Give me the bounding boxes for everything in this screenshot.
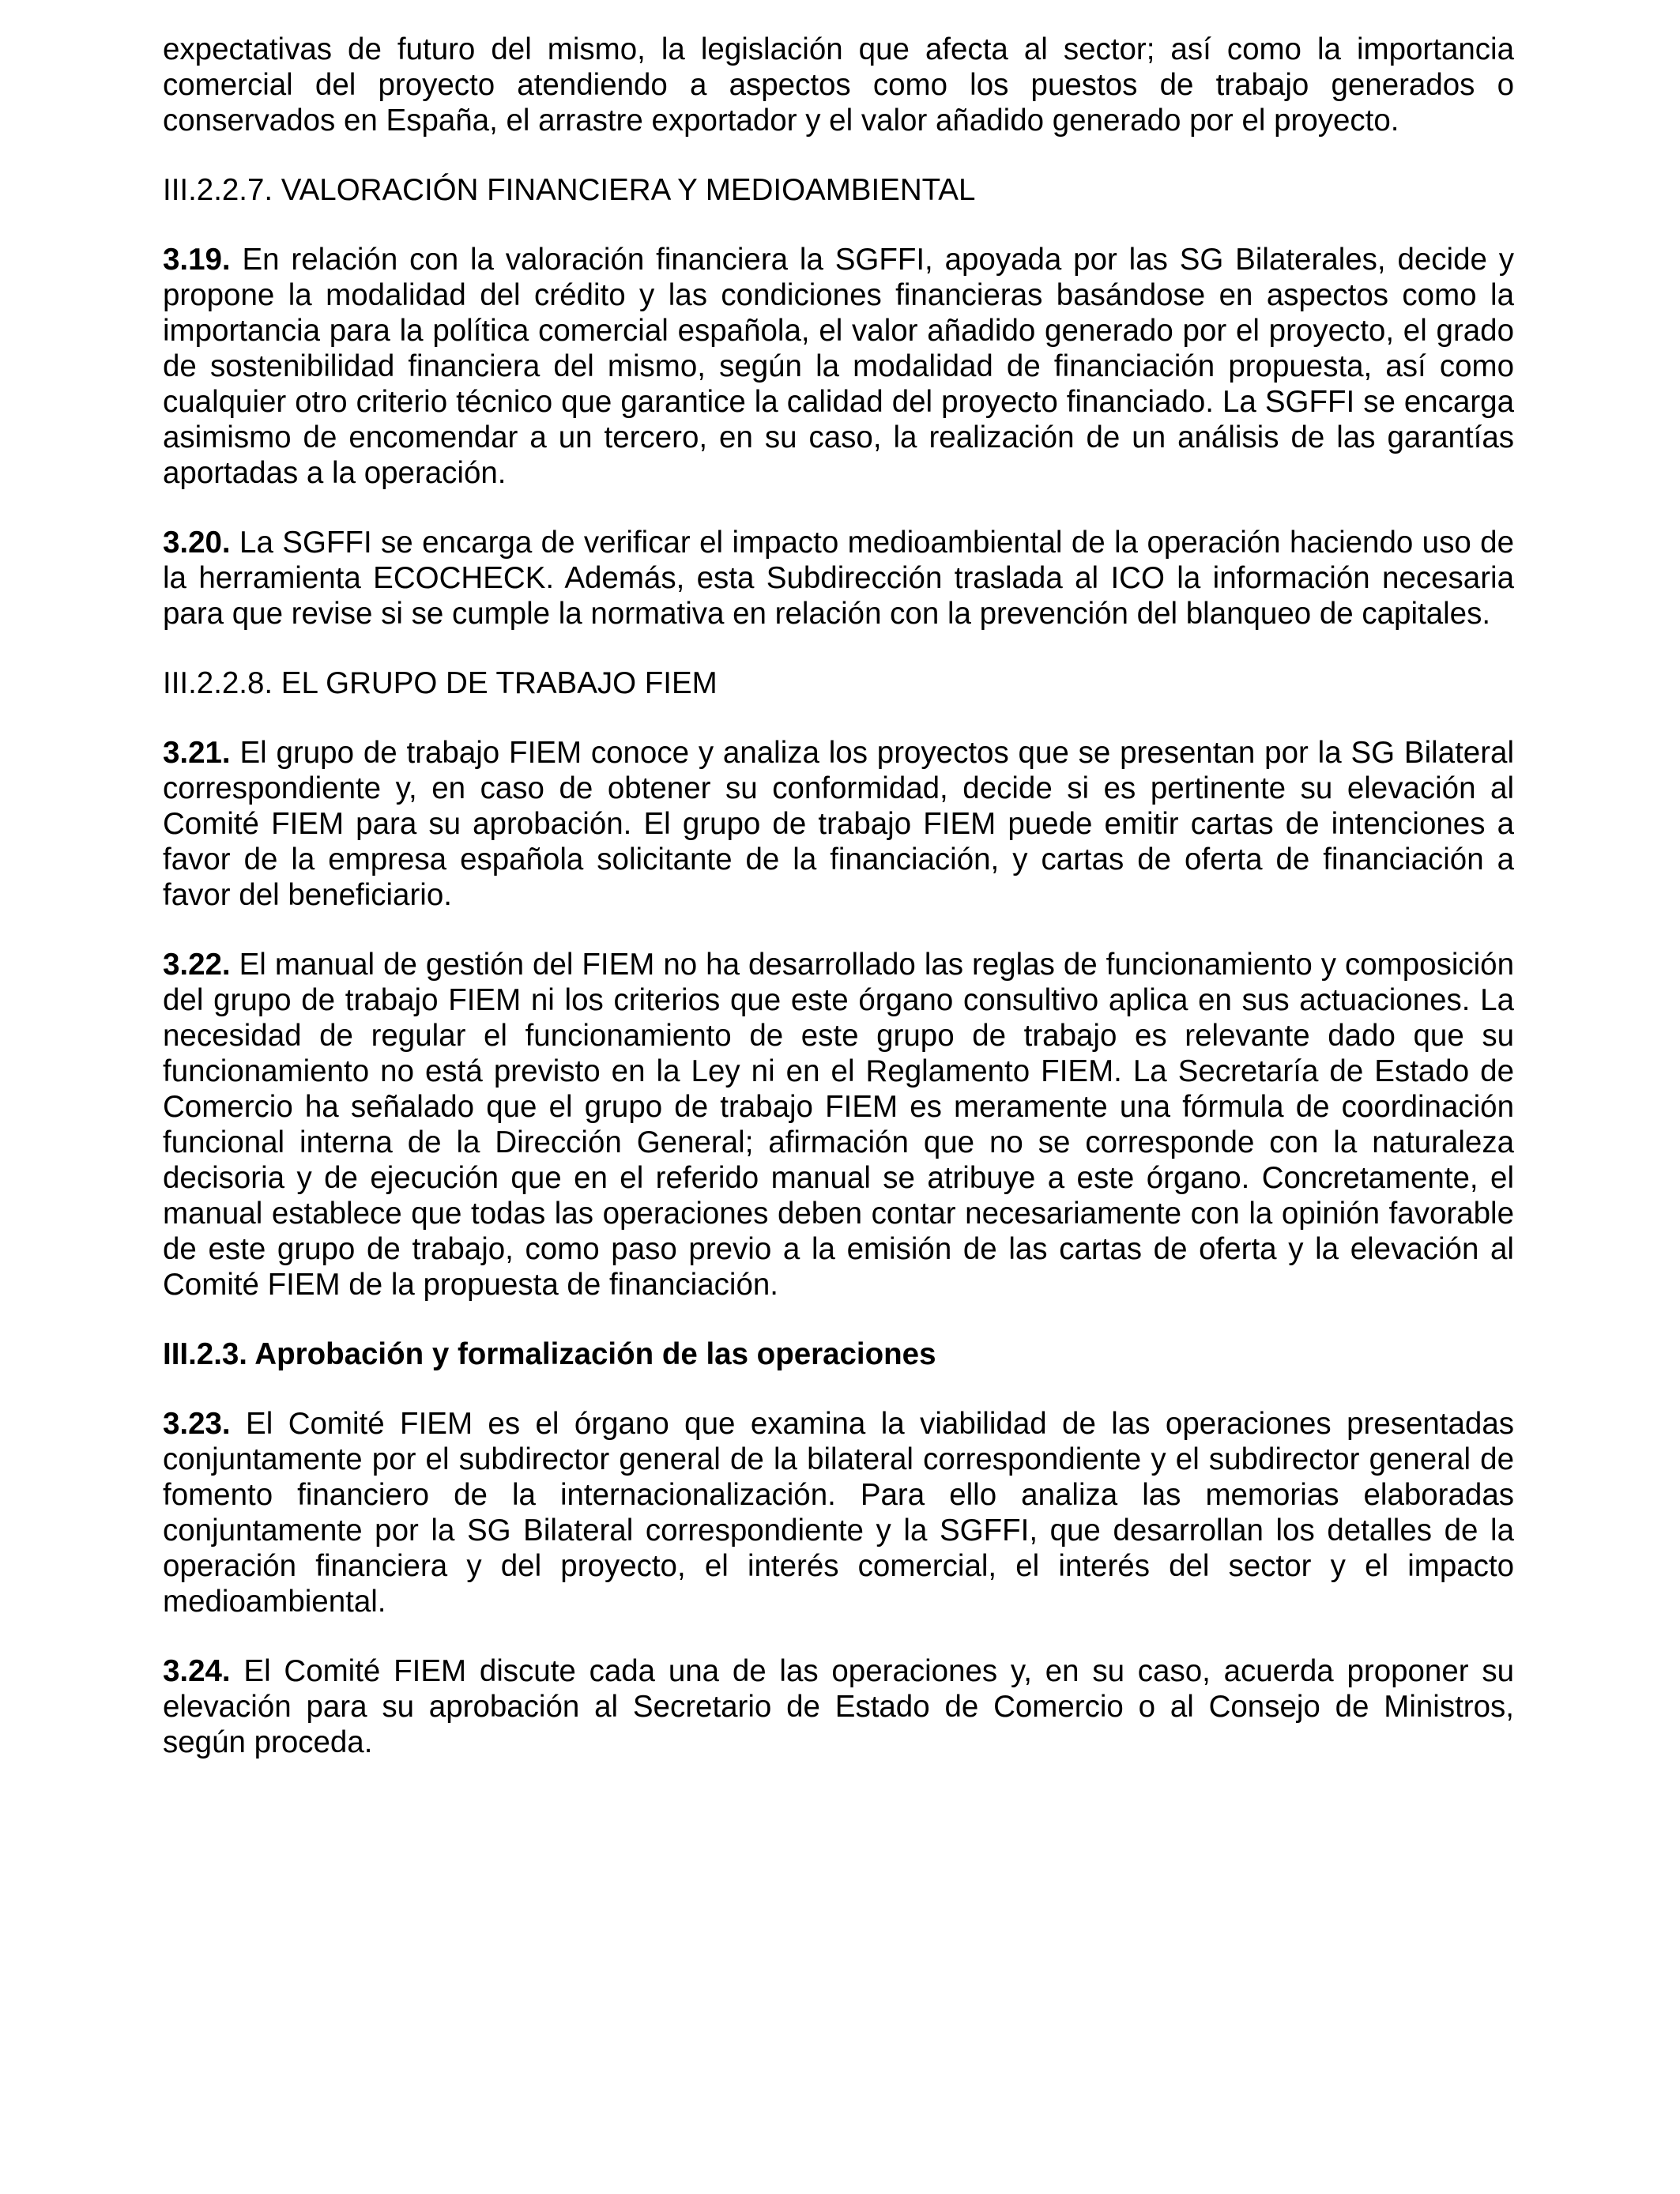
paragraph-number: 3.19.	[163, 243, 231, 277]
paragraph-3-21	[163, 735, 1514, 913]
paragraph-number: 3.22.	[163, 948, 231, 982]
paragraph-number: 3.23.	[163, 1407, 231, 1441]
paragraph-text: En relación con la valoración financiera la SGFFI, apoyada por las SG Bilaterales, decide y propone la modalidad del crédito y las condiciones financieras basándose en aspectos como la importancia para la política comercial española, el valor añadido generado por el proyecto, el grado de sostenibilidad financiera del mismo, según la modalidad de financiación propuesta, así como cualquier otro criterio técnico que garantice la calidad del proyecto financiado. La SGFFI se encarga asimismo de encomendar a un tercero, en su caso, la realización de un análisis de las garantías aportadas a la operación.	[163, 243, 1514, 490]
paragraph-3-22	[163, 947, 1514, 1302]
subheading-grupo-trabajo: III.2.2.8. EL GRUPO DE TRABAJO FIEM	[163, 666, 718, 700]
section-heading-aprobacion: III.2.3. Aprobación y formalización de las operaciones	[163, 1337, 936, 1371]
paragraph-3-20	[163, 525, 1514, 631]
paragraph-text: La SGFFI se encarga de verificar el impacto medioambiental de la operación haciendo uso de la herramienta ECOCHECK. Además, esta Subdirección traslada al ICO la información necesaria para que revise si se cumple la normativa en relación con la prevención del blanqueo de capitales.	[163, 526, 1514, 631]
subheading-valoracion: III.2.2.7. VALORACIÓN FINANCIERA Y MEDIOAMBIENTAL	[163, 173, 976, 207]
paragraph-text: El manual de gestión del FIEM no ha desarrollado las reglas de funcionamiento y composición del grupo de trabajo FIEM ni los criterios que este órgano consultivo aplica en sus actuaciones. La necesidad de regular el funcionamiento de este grupo de trabajo es relevante dado que su funcionamiento no está previsto en la Ley ni en el Reglamento FIEM. La Secretaría de Estado de Comercio ha señalado que el grupo de trabajo FIEM es meramente una fórmula de coordinación funcional interna de la Dirección General; afirmación que no se corresponde con la naturaleza decisoria y de ejecución que en el referido manual se atribuye a este órgano. Concretamente, el manual establece que todas las operaciones deben contar necesariamente con la opinión favorable de este grupo de trabajo, como paso previo a la emisión de las cartas de oferta y la elevación al Comité FIEM de la propuesta de financiación.	[163, 948, 1514, 1302]
paragraph-3-24	[163, 1653, 1514, 1760]
document-page	[163, 32, 1514, 1794]
paragraph-3-19	[163, 242, 1514, 491]
paragraph-3-23	[163, 1406, 1514, 1619]
paragraph-text: El Comité FIEM discute cada una de las operaciones y, en su caso, acuerda proponer su elevación para su aprobación al Secretario de Estado de Comercio o al Consejo de Ministros, según proceda.	[163, 1654, 1514, 1759]
paragraph-number: 3.24.	[163, 1654, 231, 1688]
paragraph-text: El Comité FIEM es el órgano que examina la viabilidad de las operaciones presentadas conjuntamente por el subdirector general de la bilateral correspondiente y el subdirector general de fomento financiero de la internacionalización. Para ello analiza las memorias elaboradas conjuntamente por la SG Bilateral correspondiente y la SGFFI, que desarrollan los detalles de la operación financiera y del proyecto, el interés comercial, el interés del sector y el impacto medioambiental.	[163, 1407, 1514, 1619]
intro-paragraph: expectativas de futuro del mismo, la legislación que afecta al sector; así como la importancia comercial del proyecto atendiendo a aspectos como los puestos de trabajo generados o conservados en España, el arrastre exportador y el valor añadido generado por el proyecto.	[163, 32, 1514, 138]
paragraph-text: El grupo de trabajo FIEM conoce y analiza los proyectos que se presentan por la SG Bilateral correspondiente y, en caso de obtener su conformidad, decide si es pertinente su elevación al Comité FIEM para su aprobación. El grupo de trabajo FIEM puede emitir cartas de intenciones a favor de la empresa española solicitante de la financiación, y cartas de oferta de financiación a favor del beneficiario.	[163, 736, 1514, 912]
paragraph-number: 3.21.	[163, 736, 231, 770]
paragraph-number: 3.20.	[163, 526, 231, 560]
